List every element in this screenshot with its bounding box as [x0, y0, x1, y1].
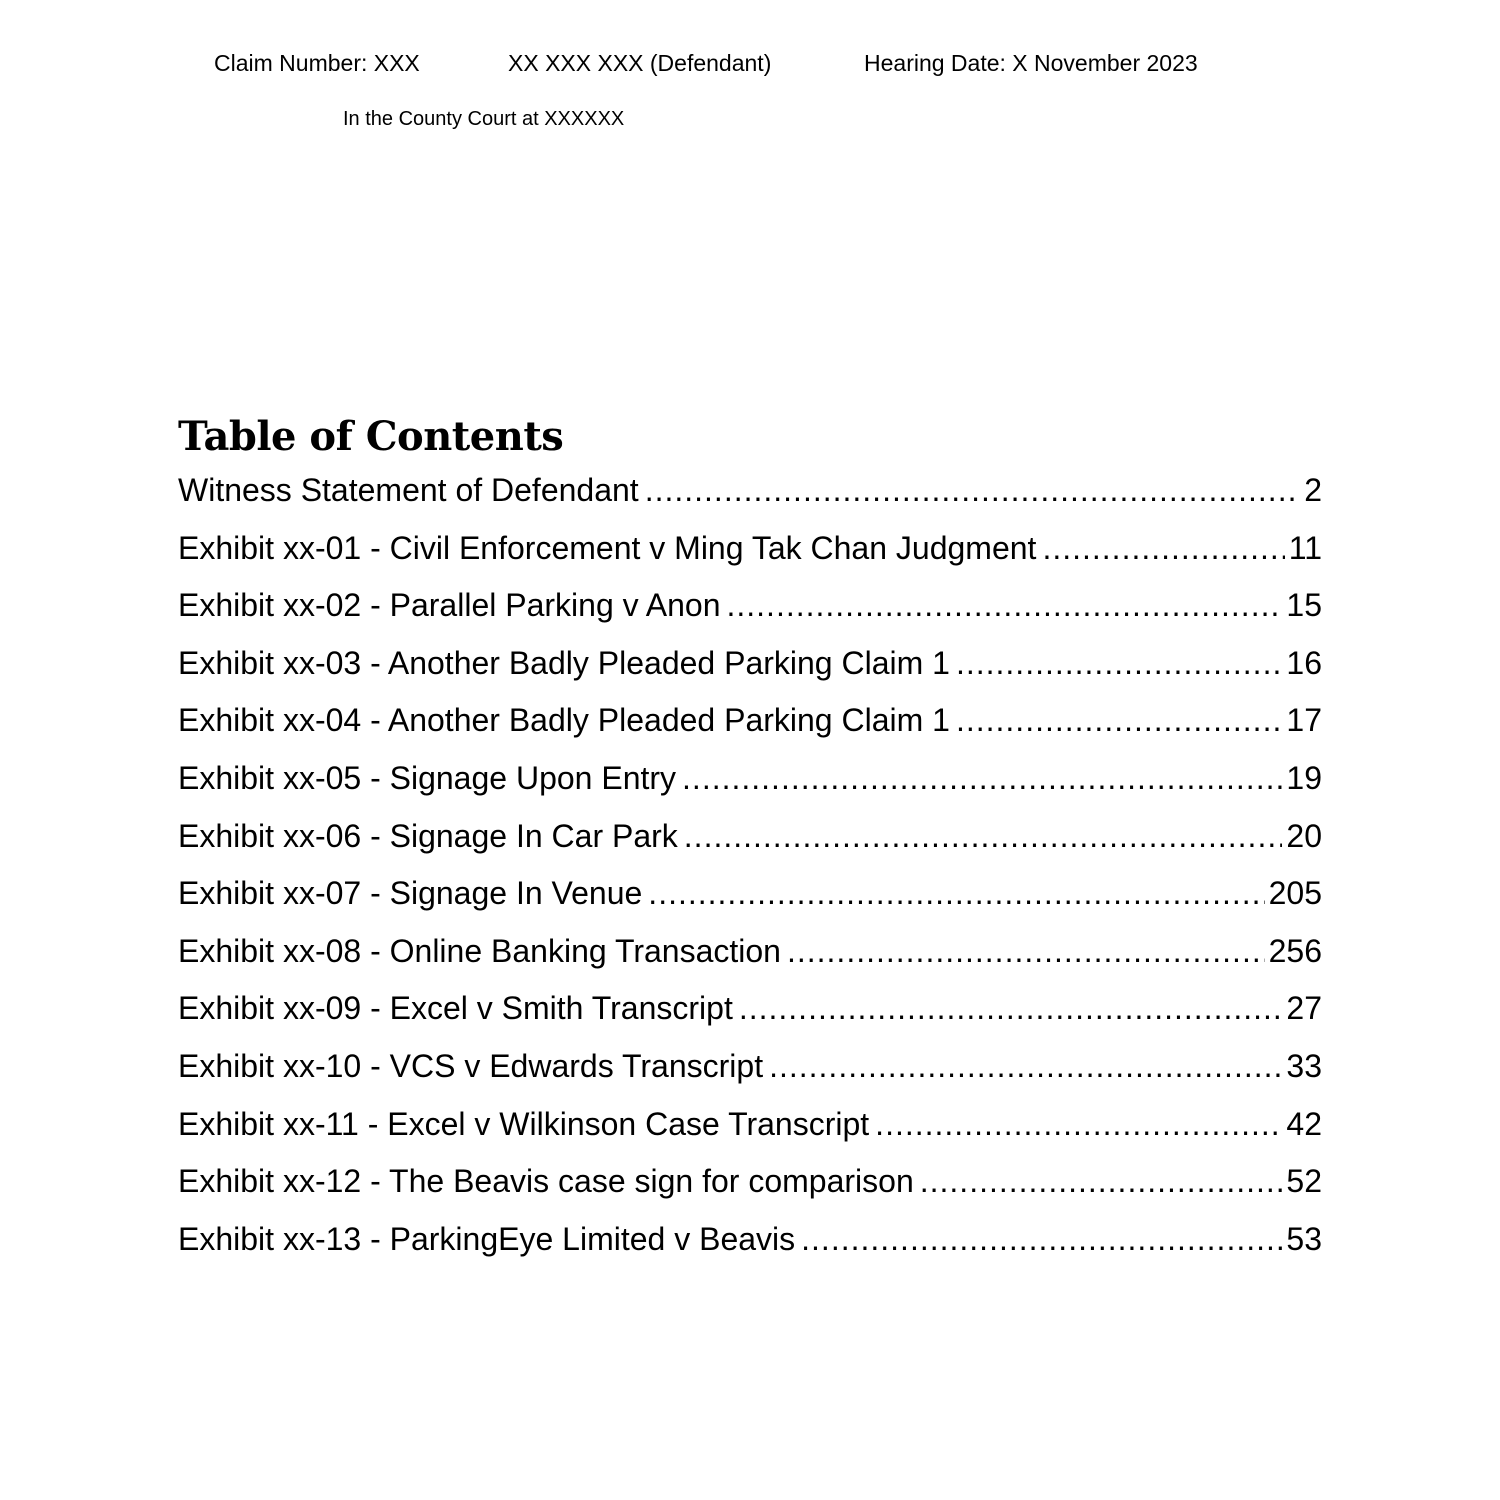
toc-entry[interactable]: [178, 526, 1322, 584]
toc-entry-label: Exhibit xx-01 - Civil Enforcement v Ming Tak Chan Judgment: [178, 529, 1037, 566]
claim-number: Claim Number: XXX: [214, 50, 420, 76]
toc-entry-label: Exhibit xx-02 - Parallel Parking v Anon: [178, 587, 721, 624]
toc-entry-page: 27: [1286, 990, 1322, 1027]
toc-entry-page: 17: [1286, 702, 1322, 739]
toc-title: Table of Contents: [178, 413, 564, 460]
defendant-name: XX XXX XXX (Defendant): [508, 50, 772, 76]
toc-entry-page: 33: [1286, 1047, 1322, 1084]
toc-entry[interactable]: [178, 871, 1322, 929]
toc-entry-page: 42: [1286, 1105, 1322, 1142]
toc-entry-page: 53: [1286, 1220, 1322, 1257]
toc-entry-page: 20: [1286, 817, 1322, 854]
toc-entry[interactable]: [178, 986, 1322, 1044]
toc-entry-label: Exhibit xx-06 - Signage In Car Park: [178, 817, 678, 854]
toc-entry-page: 52: [1286, 1163, 1322, 1200]
toc-entry[interactable]: [178, 814, 1322, 872]
toc-dot-leader: [648, 871, 1264, 915]
toc-dot-leader: [956, 641, 1282, 685]
toc-entry-label: Witness Statement of Defendant: [178, 472, 639, 508]
hearing-date: Hearing Date: X November 2023: [864, 50, 1198, 76]
toc-entry-label: Exhibit xx-03 - Another Badly Pleaded Parking Claim 1: [178, 644, 950, 681]
toc-entry[interactable]: [178, 1159, 1322, 1217]
toc-entry-page: 15: [1286, 587, 1322, 624]
toc-entry-page: 256: [1268, 932, 1322, 969]
toc-entry[interactable]: [178, 1044, 1322, 1102]
table-of-contents: [178, 468, 1322, 1274]
toc-entry[interactable]: [178, 698, 1322, 756]
toc-entry[interactable]: [178, 1102, 1322, 1160]
toc-dot-leader: [956, 698, 1282, 742]
toc-entry-page: 2: [1304, 472, 1322, 508]
toc-entry-page: 205: [1268, 875, 1322, 912]
toc-entry[interactable]: [178, 929, 1322, 987]
toc-entry[interactable]: [178, 468, 1322, 526]
toc-entry-page: 19: [1286, 759, 1322, 796]
toc-dot-leader: [682, 756, 1282, 800]
toc-dot-leader: [739, 986, 1283, 1030]
court-name: In the County Court at XXXXXX: [343, 108, 625, 130]
toc-dot-leader: [1042, 526, 1284, 570]
toc-dot-leader: [787, 929, 1265, 973]
toc-entry[interactable]: [178, 756, 1322, 814]
toc-entry-label: Exhibit xx-04 - Another Badly Pleaded Parking Claim 1: [178, 702, 950, 739]
toc-entry-label: Exhibit xx-05 - Signage Upon Entry: [178, 759, 677, 796]
toc-entry[interactable]: [178, 1217, 1322, 1275]
toc-entry-page: 11: [1288, 529, 1322, 566]
toc-entry-label: Exhibit xx-09 - Excel v Smith Transcript: [178, 990, 733, 1027]
toc-dot-leader: [726, 583, 1282, 627]
toc-dot-leader: [645, 468, 1301, 512]
toc-dot-leader: [769, 1044, 1282, 1088]
toc-entry-label: Exhibit xx-13 - ParkingEye Limited v Beavis: [178, 1220, 796, 1257]
toc-dot-leader: [920, 1159, 1283, 1203]
toc-entry-label: Exhibit xx-10 - VCS v Edwards Transcript: [178, 1047, 764, 1084]
toc-entry-label: Exhibit xx-12 - The Beavis case sign for comparison: [178, 1163, 914, 1200]
toc-entry[interactable]: [178, 583, 1322, 641]
toc-entry-label: Exhibit xx-11 - Excel v Wilkinson Case Transcript: [178, 1105, 870, 1142]
toc-dot-leader: [801, 1217, 1282, 1261]
toc-dot-leader: [875, 1102, 1282, 1146]
toc-entry-page: 16: [1286, 644, 1322, 681]
document-header: [0, 48, 1500, 78]
toc-entry-label: Exhibit xx-08 - Online Banking Transaction: [178, 932, 781, 969]
toc-entry-label: Exhibit xx-07 - Signage In Venue: [178, 875, 643, 912]
toc-dot-leader: [684, 814, 1283, 858]
toc-entry[interactable]: [178, 641, 1322, 699]
